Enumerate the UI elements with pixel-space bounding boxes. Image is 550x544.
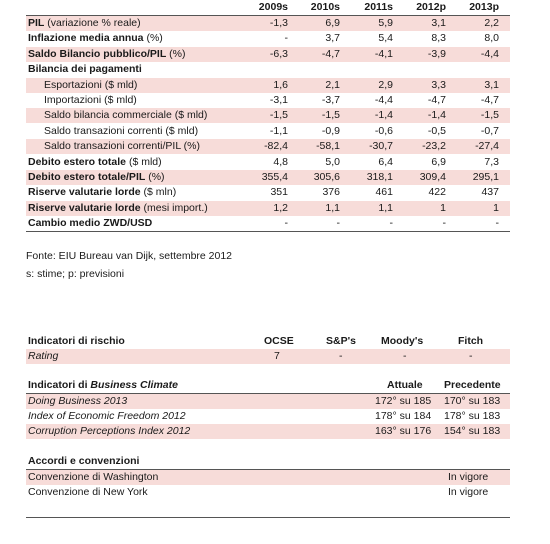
agreements-bottom-rule <box>26 517 510 518</box>
indicator-value: -27,4 <box>475 140 499 153</box>
indicator-value: 309,4 <box>419 171 446 183</box>
indicator-row <box>26 108 510 123</box>
indicator-label-bold: Riserve valutarie lorde <box>28 186 141 199</box>
indicator-value: 1 <box>440 201 446 214</box>
indicator-label-bold: Debito estero totale <box>28 155 127 168</box>
indicator-value: 8,0 <box>484 32 499 45</box>
indicator-value: -0,7 <box>480 124 499 137</box>
indicator-value: 3,7 <box>325 32 340 45</box>
indicator-value: -3,7 <box>321 94 340 106</box>
indicator-value: 376 <box>322 186 340 199</box>
indicator-label <box>28 201 208 216</box>
indicator-value: 422 <box>428 186 446 199</box>
indicator-label-detail: Saldo transazioni correnti ($ mld) <box>44 124 199 137</box>
indicator-value: -1,5 <box>269 109 288 122</box>
indicator-label <box>28 216 152 231</box>
business-row-previous: 170° su 183 <box>444 395 501 407</box>
indicator-value: 5,9 <box>378 17 393 29</box>
indicator-value: -6,3 <box>269 47 288 60</box>
indicator-value: -1,3 <box>269 17 288 29</box>
indicator-row <box>26 93 510 108</box>
indicator-label <box>28 16 141 31</box>
business-col-current: Attuale <box>387 379 423 391</box>
indicator-value: 1 <box>493 201 499 214</box>
indicator-label <box>44 139 200 154</box>
business-title-plain: Indicatori di <box>28 379 91 391</box>
indicator-label-detail: (%) <box>145 171 165 183</box>
indicator-label <box>44 124 198 139</box>
rating-sp: - <box>339 350 343 362</box>
indicator-row <box>26 78 510 93</box>
indicator-value: -1,4 <box>427 109 446 122</box>
indicator-value: -82,4 <box>264 140 288 153</box>
business-row-current: 163° su 176 <box>375 425 432 437</box>
business-header-row <box>26 378 510 393</box>
indicator-label-detail: ($ mld) <box>126 155 162 168</box>
indicator-label <box>44 108 207 123</box>
business-row-label: Corruption Perceptions Index 2012 <box>28 425 191 437</box>
risk-col-moodys: Moody's <box>381 335 424 347</box>
indicator-label-detail: (variazione % reale) <box>44 17 141 29</box>
business-title <box>28 378 178 393</box>
indicator-row <box>26 185 510 200</box>
indicator-label-detail: Importazioni ($ mld) <box>44 94 137 106</box>
rating-row <box>26 349 510 364</box>
year-header: 2011s <box>364 1 393 13</box>
indicator-value: 2,1 <box>325 78 340 91</box>
indicator-value: -0,5 <box>427 124 446 137</box>
rating-moodys: - <box>403 350 407 362</box>
indicator-value: 295,1 <box>472 171 499 183</box>
indicator-value: 3,3 <box>431 78 446 91</box>
indicator-value: - <box>389 217 393 230</box>
indicator-value: -4,1 <box>374 47 393 60</box>
indicator-value: 6,9 <box>325 17 340 29</box>
indicator-label <box>28 31 163 46</box>
indicator-value: 1,1 <box>325 201 340 214</box>
business-row-previous: 154° su 183 <box>444 425 501 437</box>
risk-title: Indicatori di rischio <box>28 335 125 347</box>
indicator-label-bold: Saldo Bilancio pubblico/PIL <box>28 47 167 60</box>
business-row-current: 178° su 184 <box>375 410 432 422</box>
indicator-value: 8,3 <box>431 32 446 45</box>
year-header: 2010s <box>310 1 340 13</box>
indicator-value: 4,8 <box>273 155 288 168</box>
indicator-value: - <box>336 217 340 230</box>
indicator-value: -3,1 <box>269 94 288 106</box>
indicator-value: 305,6 <box>313 171 340 183</box>
risk-col-fitch: Fitch <box>458 335 484 347</box>
business-row-label: Doing Business 2013 <box>28 395 128 407</box>
rating-ocse: 7 <box>274 350 280 362</box>
indicator-label-bold: Debito estero totale/PIL <box>28 171 146 183</box>
indicator-label-detail: (%) <box>166 47 186 60</box>
indicator-label <box>28 47 186 62</box>
indicator-row <box>26 47 510 62</box>
indicator-row <box>26 201 510 216</box>
indicator-label-detail: (%) <box>143 32 163 45</box>
indicator-value: 318,1 <box>366 171 393 183</box>
indicator-label <box>28 185 176 200</box>
agreement-row <box>26 485 510 500</box>
indicator-value: 461 <box>375 186 393 199</box>
year-header: 2009s <box>258 1 288 13</box>
business-row <box>26 424 510 439</box>
indicator-value: -1,4 <box>374 109 393 122</box>
indicator-label <box>28 155 162 170</box>
indicator-value: -0,6 <box>374 124 393 137</box>
business-row-previous: 178° su 183 <box>444 410 501 422</box>
indicator-value: 5,4 <box>378 32 393 45</box>
indicator-row <box>26 139 510 154</box>
indicator-value: 2,2 <box>484 17 499 29</box>
agreement-label: Convenzione di Washington <box>28 471 159 483</box>
agreements-title: Accordi e convenzioni <box>28 455 140 467</box>
indicator-value: 1,6 <box>273 78 288 91</box>
indicator-value: - <box>284 217 288 230</box>
indicator-value: - <box>284 32 288 45</box>
indicator-label-bold: Cambio medio ZWD/USD <box>28 217 153 230</box>
indicator-value: -4,4 <box>480 47 499 60</box>
indicator-value: 1,1 <box>378 201 393 214</box>
indicator-value: 6,4 <box>378 155 393 168</box>
indicator-value: -58,1 <box>316 140 340 153</box>
year-header: 2012p <box>416 1 446 13</box>
indicator-label <box>28 62 142 77</box>
indicator-row <box>26 216 510 231</box>
agreements-header-row <box>26 454 510 469</box>
indicator-label <box>28 170 165 185</box>
indicator-row <box>26 155 510 170</box>
indicator-value: -30,7 <box>369 140 393 153</box>
risk-col-sp: S&P's <box>326 335 356 347</box>
indicator-label-detail: Saldo transazioni correnti/PIL (%) <box>44 140 201 153</box>
indicator-label <box>44 78 137 93</box>
business-row-current: 172° su 185 <box>375 395 432 407</box>
indicator-value: -1,5 <box>321 109 340 122</box>
indicator-value: -3,9 <box>427 47 446 60</box>
indicator-value: 2,9 <box>378 78 393 91</box>
agreement-status: In vigore <box>448 486 489 498</box>
indicator-value: -1,1 <box>269 124 288 137</box>
indicator-row <box>26 124 510 139</box>
source-note: Fonte: EIU Bureau van Dijk, settembre 2012 <box>26 250 233 262</box>
indicator-value: 355,4 <box>261 171 288 183</box>
indicator-value: 3,1 <box>484 78 499 91</box>
indicator-label-bold: PIL <box>28 17 45 29</box>
indicator-label-bold: Riserve valutarie lorde <box>28 201 141 214</box>
indicator-value: -4,7 <box>427 94 446 106</box>
indicator-label <box>44 93 137 108</box>
indicator-value: 6,9 <box>431 155 446 168</box>
indicator-label-bold: Bilancia dei pagamenti <box>28 63 142 76</box>
rating-fitch: - <box>469 350 473 362</box>
indicator-value: 351 <box>270 186 288 199</box>
risk-header-row <box>26 334 510 349</box>
rating-label: Rating <box>28 350 59 362</box>
indicator-label-detail: Saldo bilancia commerciale ($ mld) <box>44 109 208 122</box>
indicator-value: 5,0 <box>325 155 340 168</box>
business-row-label: Index of Economic Freedom 2012 <box>28 410 186 422</box>
indicator-row <box>26 170 510 185</box>
business-col-previous: Precedente <box>444 379 501 391</box>
business-row <box>26 409 510 424</box>
indicator-value: -4,4 <box>374 94 393 106</box>
agreement-row <box>26 470 510 485</box>
agreement-label: Convenzione di New York <box>28 486 148 498</box>
indicator-row <box>26 31 510 46</box>
agreement-status: In vigore <box>448 471 489 483</box>
indicator-value: - <box>495 217 499 230</box>
indicator-value: 437 <box>481 186 499 199</box>
risk-col-ocse: OCSE <box>264 335 294 347</box>
indicator-label-bold: Inflazione media annua <box>28 32 144 45</box>
business-title-italic: Business Climate <box>90 379 178 391</box>
indicator-label-detail: Esportazioni ($ mld) <box>44 78 138 91</box>
indicator-value: 1,2 <box>273 201 288 214</box>
indicator-row <box>26 16 510 31</box>
indicator-label-detail: (mesi import.) <box>140 201 208 214</box>
indicator-value: 3,1 <box>431 17 446 29</box>
indicator-row <box>26 62 510 77</box>
indicator-value: -23,2 <box>422 140 446 153</box>
legend-note: s: stime; p: previsioni <box>26 268 125 280</box>
indicator-value: 7,3 <box>484 155 499 168</box>
indicator-value: -0,9 <box>321 124 340 137</box>
year-header: 2013p <box>469 1 499 13</box>
indicator-value: - <box>442 217 446 230</box>
indicator-value: -4,7 <box>480 94 499 106</box>
business-row <box>26 394 510 409</box>
indicator-value: -1,5 <box>480 109 499 122</box>
table-bottom-rule <box>26 231 510 232</box>
indicator-label-detail: ($ mln) <box>140 186 177 199</box>
indicator-value: -4,7 <box>321 47 340 60</box>
